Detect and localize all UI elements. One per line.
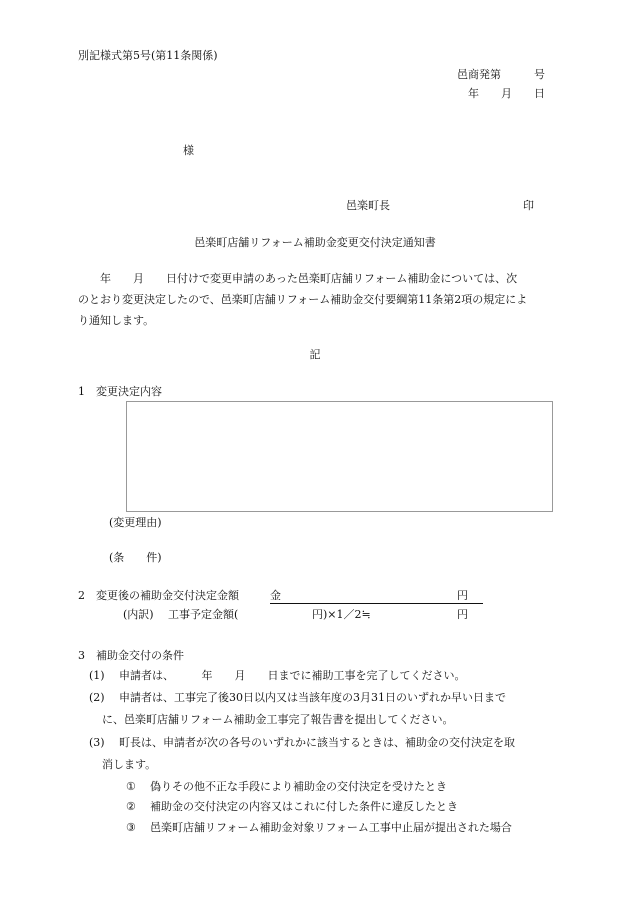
condition-2-number: (2) — [89, 691, 105, 704]
page-title: 邑楽町店舗リフォーム補助金変更交付決定通知書 — [194, 236, 436, 249]
recipient-suffix: 様 — [183, 144, 194, 157]
form-number: 別記様式第5号(第11条関係) — [78, 49, 218, 62]
change-content-box[interactable] — [126, 401, 553, 512]
subitem-3-text: 邑楽町店舗リフォーム補助金対象リフォーム工事中止届が提出された場合 — [150, 821, 512, 834]
condition-2-text-line-1: 申請者は、工事完了後30日以内又は当該年度の3月31日のいずれか早い日まで — [119, 691, 506, 704]
condition-3-text-line-2: 消します。 — [102, 758, 157, 771]
section2-heading: 2 変更後の補助金交付決定金額 — [78, 589, 239, 602]
condition-3-number: (3) — [89, 736, 105, 749]
subitem-1-text: 偽りその他不正な手段により補助金の交付決定を受けたとき — [150, 780, 447, 793]
condition-1-number: (1) — [89, 669, 105, 682]
change-reason-label: (変更理由) — [109, 516, 162, 529]
section3-heading: 3 補助金交付の条件 — [78, 649, 184, 662]
body-line-3: り通知します。 — [78, 314, 155, 327]
body-line-1: 年 月 日付けで変更申請のあった邑楽町店舗リフォーム補助金については、次 — [78, 272, 518, 285]
amount-underline — [270, 603, 483, 604]
seal-mark: 印 — [523, 199, 534, 212]
amount-prefix: 金 — [270, 589, 281, 602]
body-line-2: のとおり変更決定したので、邑楽町店舗リフォーム補助金交付要綱第11条第2項の規定によ — [78, 293, 528, 306]
sender-title: 邑楽町長 — [346, 199, 390, 212]
breakdown-text: 工事予定金額( — [168, 608, 239, 621]
subitem-1-number: ① — [126, 780, 136, 793]
breakdown-formula: 円)×1／2≒ — [312, 608, 371, 621]
condition-2-text-line-2: に、邑楽町店舗リフォーム補助金工事完了報告書を提出してください。 — [102, 713, 454, 726]
condition-3-text-line-1: 町長は、申請者が次の各号のいずれかに該当するときは、補助金の交付決定を取 — [119, 736, 515, 749]
condition-1-text: 申請者は、 年 月 日までに補助工事を完了してください。 — [119, 669, 466, 682]
amount-unit: 円 — [457, 589, 468, 602]
subitem-2-number: ② — [126, 800, 136, 813]
issue-date: 年 月 日 — [468, 87, 545, 100]
conditions-label: (条 件) — [109, 551, 162, 564]
subitem-3-number: ③ — [126, 821, 136, 834]
breakdown-unit: 円 — [457, 608, 468, 621]
subitem-2-text: 補助金の交付決定の内容又はこれに付した条件に違反したとき — [150, 800, 458, 813]
breakdown-label: (内訳) — [123, 608, 154, 621]
document-number: 邑商発第 号 — [457, 68, 545, 81]
section1-heading: 1 変更決定内容 — [78, 385, 162, 398]
ki-heading: 記 — [309, 348, 321, 361]
